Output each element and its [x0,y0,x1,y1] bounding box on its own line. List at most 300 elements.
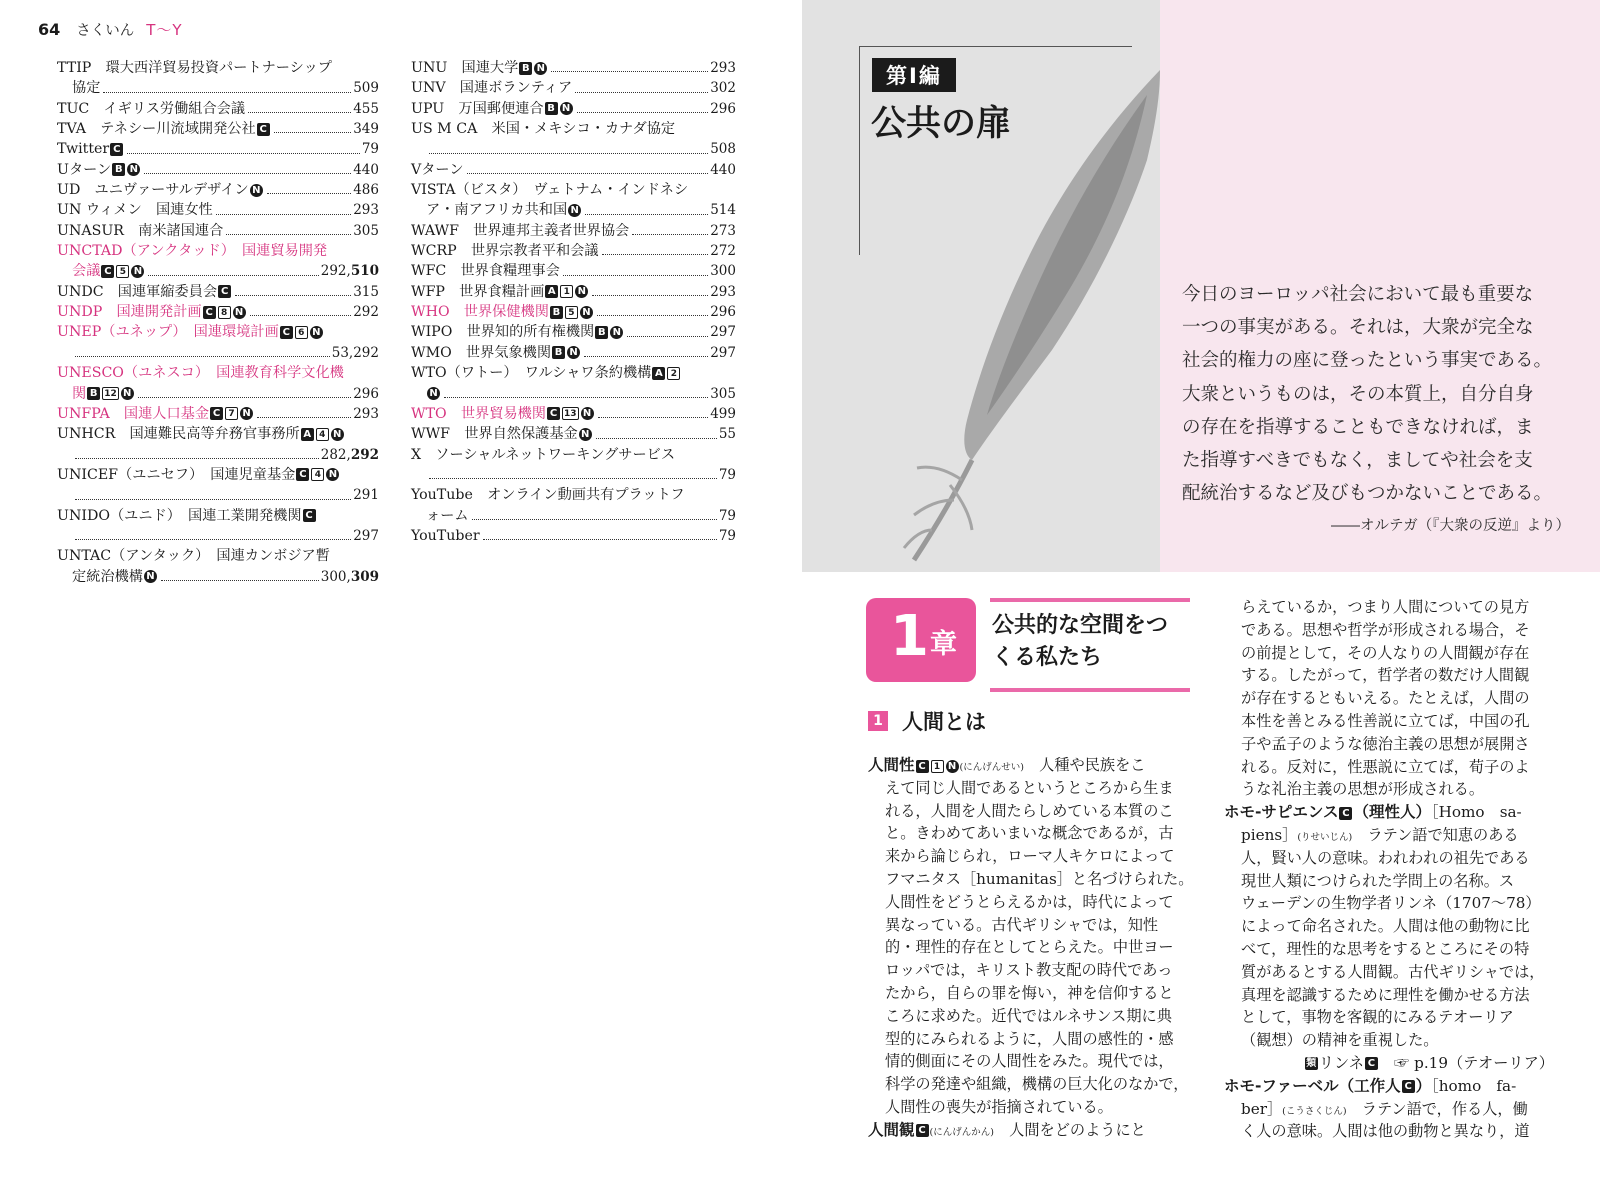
headword: 人間性 [868,756,915,774]
leader-dots [602,241,709,255]
part-label: 第Ⅰ編 [872,58,956,92]
leader-dots [103,78,351,92]
headword: （理性人） [1353,803,1431,822]
marker-badge: N [233,306,246,319]
chapter-number: 1 [890,604,929,669]
index-term: TUC イギリス労働組合会議 [57,100,246,117]
index-term: WMO 世界気象機関 B N [411,343,581,363]
marker-badge: B [87,387,100,400]
body-line: 質があるとする人間観。古代ギリシャでは， [1241,962,1545,981]
body-line: えて同じ人間であるというところから生ま [885,778,1174,797]
index-term: UN ウィメン 国連女性 [57,202,213,219]
leader-dots [592,282,708,296]
section-heading [868,706,986,736]
marker-badge: N [427,387,440,400]
leader-dots [248,99,351,113]
leader-dots [577,99,709,113]
index-term: Uターン B N [57,160,141,180]
leader-dots [444,384,708,398]
marker-badge: B [112,163,125,176]
body-line: 人間性をどうとらえるかは，時代によって [885,892,1174,911]
index-entry [411,58,736,78]
leader-dots [148,261,318,275]
leader-dots [144,160,351,174]
marker-badge: N [581,407,594,420]
page-ref: 508 [710,141,736,158]
body-line: うな礼治主義の思想が形成される。 [1241,780,1484,799]
page-number: 64 [38,19,61,39]
body-line: べて，理性的な思考をするところにその特 [1241,939,1530,958]
page-ref: 291 [353,487,379,504]
marker-badge: A [301,428,314,441]
index-entry [411,160,736,180]
page-ref: 297 [710,344,736,361]
body-line: 型的にみられるように，人間の感性的・感 [885,1029,1174,1048]
page-section-title: さくいん [76,22,135,39]
page-ref: 455 [353,100,379,117]
leader-dots [257,404,351,418]
index-term: WWF 世界自然保護基金 N [411,424,593,444]
body-line: 的・理性的存在としてとらえた。中世ヨー [885,938,1174,957]
index-term: Vターン [411,161,464,178]
quote-line: の存在を指導することもできなければ，ま [1182,416,1534,438]
marker-badge: 6 [295,326,308,339]
page-ref: 300 [710,263,736,280]
marker-badge: C [916,1124,929,1137]
body-line: れる，人間を人間たらしめている本質のこ [885,801,1174,820]
index-term: UPU 万国郵便連合 B N [411,99,574,119]
marker-badge: C [210,407,223,420]
marker-badge: C [218,285,231,298]
page-ref: 293 [353,202,379,219]
marker-badge: N [567,346,580,359]
index-entry [57,404,379,424]
body-line: と。きわめてあいまいな概念であるが，古 [885,824,1174,843]
index-term: WHO 世界保健機関 B 5 N [411,302,594,322]
leader-dots [75,445,319,459]
chapter-badge [866,598,976,682]
body-line: する。したがって，哲学者の数だけ人間観 [1241,666,1530,685]
ruby-reading: (にんげんかん) [929,1126,994,1138]
ruby-reading: (りせいじん) [1297,831,1353,843]
page-ref: 272 [710,243,736,260]
page-ref: 53,292 [331,344,379,361]
body-line: 情的側面にその人間性をみた。現代では， [885,1052,1174,1071]
index-entry [57,78,379,98]
index-term: TVA テネシー川流域開発公社 C [57,119,271,139]
index-term: UNIDO（ユニド） 国連工業開発機関 C [57,506,317,526]
index-entry [57,302,379,322]
page-ref: 509 [353,80,379,97]
body-line: の前提として，その人なりの人間観が存在 [1241,643,1530,662]
chapter-title-box [990,598,1190,692]
marker-badge: B [550,306,563,319]
index-entry [411,221,736,241]
page-ref: 79 [361,141,379,158]
body-line: （観想）の精神を重視した。 [1241,1031,1439,1050]
body-line: 子や孟子のような徳治主義の思想が展開さ [1241,734,1530,753]
index-term: TTIP 環大西洋貿易投資パートナーシップ [57,60,332,76]
marker-badge: N [946,760,959,773]
body-line: らえているか，つまり人間についての見方 [1241,598,1530,616]
section-title: 人間とは [902,710,986,734]
leader-dots [467,160,709,174]
page-ref: 292,510 [320,263,379,280]
marker-badge: N [250,184,263,197]
marker-badge: C [257,123,270,136]
index-term: UNCTAD（アンクタッド） 国連貿易開発 [57,243,328,260]
marker-badge: 7 [225,407,238,420]
body-line: たから，自らの罪を悔い，神を信仰すると [885,983,1174,1002]
marker-badge: C [203,306,216,319]
page-ref-bold: 309 [350,568,379,585]
quote-line: 今日のヨーロッパ社会において最も重要な [1182,284,1534,305]
ruby-reading: (にんげんせい) [959,762,1024,773]
marker-badge: 12 [104,389,117,399]
index-term: WIPO 世界知的所有権機関 B N [411,322,624,342]
index-entry [411,241,736,261]
index-term: UNFPA 国連人口基金 C 7 N [57,404,254,424]
page-ref: 79 [718,466,736,483]
index-entry [411,445,736,465]
quote-line: 配統治するなど及びもつかないことである。 [1182,483,1553,505]
leader-dots [563,261,708,275]
marker-badge: N [610,326,623,339]
quote-line: 一つの事実がある。それは，大衆が完全な [1182,317,1534,339]
marker-badge: N [127,163,140,176]
quote-line: 社会的権力の座に登ったという事実である。 [1182,350,1553,372]
marker-badge: N [240,407,253,420]
index-entry [411,384,736,404]
body-line: 人間性の喪失が指摘されている。 [885,1097,1113,1116]
quote-line: 大衆というものは，その本質上，自分自身 [1182,383,1534,405]
page-ref: 440 [353,161,379,178]
quote-text [1182,278,1582,510]
marker-badge: N [310,326,323,339]
page-ref: 293 [353,405,379,422]
index-term: UNEP（ユネップ） 国連環境計画 C 6 N [57,322,324,342]
index-entry [57,261,379,281]
index-term [426,384,441,404]
body-line: 真理を認識するために理性を働かせる方法 [1241,985,1530,1004]
ref-marker: 類 [1306,1058,1317,1070]
index-entry [411,261,736,281]
body-line: く人の意味。人間は他の動物と異なり，道 [1241,1122,1530,1141]
marker-badge: N [534,62,547,75]
body-line: によって命名された。人間は他の動物に比 [1241,917,1530,936]
index-entry [411,485,736,505]
body-line: 異なっている。古代ギリシャでは，知性 [885,915,1159,934]
body-line: ロッパでは，キリスト教支配の時代であっ [885,961,1173,980]
page-ref: 315 [353,283,379,300]
page-ref: 296 [710,100,736,117]
index-entry [411,404,736,424]
index-entry [57,322,379,342]
body-line: フマニタス［humanitas］と名づけられた。 [885,869,1194,888]
marker-badge: N [326,468,339,481]
index-entry [411,200,736,220]
leader-dots [597,302,708,316]
page-ref: 305 [353,222,379,239]
leader-dots [127,139,360,153]
index-entry [57,465,379,485]
body-line: 人間性 C 1 N (にんげんせい) 人種や民族をこ [868,756,1146,774]
marker-badge: C [547,407,560,420]
page-ref: 293 [710,60,736,76]
marker-badge: 5 [565,306,578,319]
index-term: YouTube オンライン動画共有プラットフ [411,487,685,504]
headword: ホモ-サピエンス [1224,803,1339,822]
marker-badge: B [552,346,565,359]
section-number: 1 [868,711,888,731]
marker-badge: 2 [667,367,680,380]
index-term: UD ユニヴァーサルデザイン N [57,180,264,200]
marker-badge: C [916,760,929,773]
marker-badge: 1 [931,760,944,773]
index-term: US M CA 米国・メキシコ・カナダ協定 [411,121,676,138]
marker-badge: C [101,265,114,278]
index-entry [411,343,736,363]
index-entry [411,322,736,342]
ruby-reading: (こうさくじん) [1282,1105,1347,1117]
index-term: UNDP 国連開発計画 C 8 N [57,302,247,322]
leader-dots [138,384,351,398]
page-ref: 486 [353,182,379,199]
body-line: ホモ-ファーベル（工作人 C ）［homo fa- [1224,1076,1517,1095]
page-ref: 499 [710,405,736,422]
marker-badge: B [519,62,532,75]
index-term: UNTAC（アンタック） 国連カンボジア暫 [57,548,330,565]
index-term: UNU 国連大学 B N [411,58,548,78]
index-term: WFC 世界食糧理事会 [411,263,560,280]
index-column-1 [57,58,379,587]
index-term: YouTuber [411,527,480,544]
index-column-2 [411,58,736,546]
body-line: ウェーデンの生物学者リンネ（1707～78） [1241,894,1541,913]
leader-dots [551,58,708,72]
index-entry [57,485,379,505]
page-ref: 79 [718,527,736,544]
index-term: UNASUR 南米諸国連合 [57,222,224,239]
index-term: ォーム [426,507,469,524]
page-ref: 273 [710,222,736,239]
index-term: ア・南アフリカ共和国 N [426,200,582,220]
index-entry [57,221,379,241]
leader-dots [627,322,708,336]
quote-citation: ――オルテガ（『大衆の反逆』より） [1331,518,1570,534]
index-term: WAWF 世界連邦主義者世界協会 [411,222,630,239]
index-term: WTO 世界貿易機関 C 13 N [411,404,595,424]
leader-dots [274,119,352,133]
chapter-title [992,610,1192,674]
marker-badge: 4 [311,468,324,481]
body-line: ころに求めた。近代ではルネサンス期に典 [885,1006,1172,1025]
index-term: 会議 C 5 N [72,261,145,281]
marker-badge: N [579,428,592,441]
page-ref: 79 [718,507,736,524]
page-ref: 292 [353,304,379,321]
leader-dots [235,282,351,296]
index-entry [411,139,736,159]
page-ref: 293 [710,283,736,300]
body-line: 本性を善とみる性善説に立てば，中国の孔 [1241,711,1530,730]
marker-badge: A [545,285,558,298]
part-title: 公共の扉 [871,104,1012,144]
index-term: UNESCO（ユネスコ） 国連教育科学文化機 [57,365,344,382]
index-entry [411,363,736,383]
index-entry [411,180,736,200]
marker-badge: B [545,102,558,115]
marker-badge: C [110,143,123,156]
marker-badge: A [652,367,665,380]
index-entry [57,506,379,526]
page-ref: 296 [710,304,736,321]
index-entry [57,567,379,587]
leader-dots [632,221,708,235]
marker-badge: N [560,102,573,115]
page-ref: 297 [710,324,736,341]
leader-dots [596,424,717,438]
body-line: である。思想や哲学が形成される場合，そ [1241,620,1530,639]
index-entry [411,526,736,546]
index-entry [57,241,379,261]
index-term: 定統治機構 N [72,567,158,587]
marker-badge: 13 [564,409,577,420]
page-ref: 296 [353,385,379,402]
leader-dots [75,485,351,499]
body-line: 科学の発達や組織，機構の巨大化のなかで， [885,1075,1189,1094]
headword: ） [1415,1076,1432,1095]
index-entry [57,99,379,119]
marker-badge: C [280,326,293,339]
body-column-1 [868,754,1200,1142]
index-entry [57,526,379,546]
index-entry [57,180,379,200]
marker-badge: C [296,468,309,481]
leader-dots [429,465,717,479]
index-entry [57,200,379,220]
page-header [38,16,183,42]
body-line: 現世人類につけられた学問上の名称。ス [1241,871,1515,890]
body-column-2 [1224,596,1554,1143]
leader-dots [75,343,330,357]
marker-badge: 5 [116,265,129,278]
leader-dots [226,221,351,235]
page-ref: 514 [710,202,736,219]
index-term: WCRP 世界宗教者平和会議 [411,243,599,260]
index-entry [57,282,379,302]
marker-badge: N [568,204,581,217]
left-page [0,0,790,1185]
page-ref: 282,292 [320,446,379,463]
body-line: ホモ-サピエンス C （理性人）［Homo sa- [1224,803,1522,822]
page-ref: 300,309 [320,568,379,585]
index-term: 関 B 12 N [72,384,135,404]
index-term: X ソーシャルネットワーキングサービス [411,446,676,463]
index-term: 協定 [72,80,101,97]
marker-badge: B [595,326,608,339]
quote-line: た指導すべきでもなく，ましてや社会を支 [1182,450,1533,472]
page-ref-bold: 510 [350,263,379,280]
index-term: UNHCR 国連難民高等弁務官事務所 A 4 N [57,424,345,444]
marker-badge: 1 [560,285,573,298]
page-ref: 305 [710,385,736,402]
headword: （工作人 [1338,1076,1401,1095]
index-entry [411,282,736,302]
index-entry [411,78,736,98]
index-entry [57,58,379,78]
index-entry [57,343,379,363]
leader-dots [584,343,708,357]
leader-dots [483,526,717,540]
index-entry [411,424,736,444]
leader-dots [161,567,319,581]
index-term: UNV 国連ボランティア [411,80,573,97]
index-entry [57,384,379,404]
page-ref: 302 [710,80,736,97]
page-ref: 55 [718,426,736,443]
marker-badge: C [303,509,316,522]
marker-badge: C [1402,1080,1415,1093]
leader-dots [429,139,708,153]
leader-dots [250,302,352,316]
index-term: Twitter C [57,139,124,159]
index-entry [57,546,379,566]
index-term: WFP 世界食糧計画 A 1 N [411,282,589,302]
leader-dots [598,404,709,418]
chapter-label: 章 [930,629,957,660]
body-line: 人，賢い人の意味。われわれの祖先である [1241,848,1530,867]
index-entry [57,160,379,180]
index-entry [411,99,736,119]
index-entry [411,302,736,322]
index-entry [57,139,379,159]
leader-dots [575,78,708,92]
marker-badge: 4 [316,428,329,441]
index-term: UNICEF（ユニセフ） 国連児童基金 C 4 N [57,465,340,485]
chapter-title-line: くる私たち [992,645,1103,670]
index-entry [411,506,736,526]
leader-dots [267,180,351,194]
part-title-panel [802,0,1160,572]
index-term: VISTA（ビスタ） ヴェトナム・インドネシ [411,182,689,199]
marker-badge: N [575,285,588,298]
body-line: が存在するともいえる。たとえば，人間の [1241,689,1530,708]
leader-dots [216,200,352,214]
index-term: UNDC 国連軍縮委員会 C [57,282,232,302]
page-ref: 349 [353,121,379,138]
marker-badge: N [144,570,157,583]
marker-badge: N [580,306,593,319]
marker-badge: N [121,387,134,400]
leader-dots [585,200,708,214]
leader-dots [75,526,351,540]
index-entry [411,465,736,485]
index-entry [57,119,379,139]
index-entry [57,363,379,383]
index-term: WTO（ワトー） ワルシャワ条約機構 A 2 [411,363,681,383]
marker-badge: C [1339,807,1352,820]
body-line: piens］(りせいじん) ラテン語で知恵のある [1241,825,1519,844]
marker-badge: N [131,265,144,278]
marker-badge: N [331,428,344,441]
body-line: として，事物を客観的にみるテオーリア [1241,1008,1514,1027]
body-line: 来から論じられ，ローマ人キケロによって [885,847,1175,866]
page-ref: 440 [710,161,736,178]
headword: 人間観 [868,1120,915,1139]
marker-badge: C [1365,1057,1378,1070]
index-entry [57,424,379,444]
